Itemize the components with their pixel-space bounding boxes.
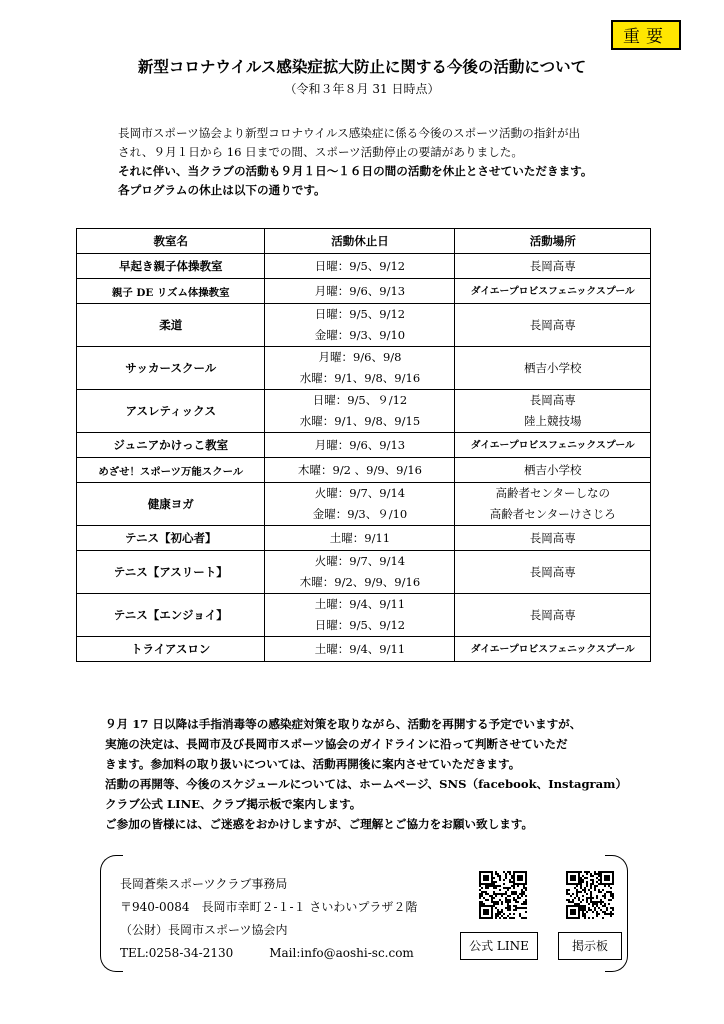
board-qr-code[interactable] xyxy=(566,871,614,919)
suspended-date: 土曜：9/11 xyxy=(329,530,391,545)
location: 長岡高専 xyxy=(529,258,576,273)
class-name-cell: テニス【エンジョイ】 xyxy=(77,594,265,637)
location: ダイエープロビスフェニックスプール xyxy=(470,643,635,655)
location-cell xyxy=(455,390,651,433)
suspended-dates-cell xyxy=(265,433,455,458)
qr-code-icon xyxy=(566,871,614,919)
location-cell xyxy=(455,526,651,551)
suspended-dates-cell xyxy=(265,551,455,594)
location-cell xyxy=(455,433,651,458)
table-body xyxy=(77,254,651,662)
line-qr-code[interactable] xyxy=(479,871,527,919)
notes-line: きます。参加料の取り扱いについては、活動再開後に案内させていただきます。 xyxy=(105,757,521,771)
notes-paragraph xyxy=(105,714,645,834)
class-name-cell: 健康ヨガ xyxy=(77,483,265,526)
suspended-date: 火曜：9/7、9/14 xyxy=(314,554,406,568)
schedule-table xyxy=(76,228,651,662)
class-name-cell: 早起き親子体操教室 xyxy=(77,254,265,279)
location: ダイエープロビスフェニックスプール xyxy=(470,439,635,451)
table-row xyxy=(77,594,651,637)
suspended-dates-cell xyxy=(265,390,455,433)
intro-line: それに伴い、当クラブの活動も９月１日～１６日の間の活動を休止とさせていただきます。 xyxy=(118,164,593,178)
page-subtitle: （令和３年８月 31 日時点） xyxy=(284,82,440,96)
location-cell xyxy=(455,347,651,390)
location: 長岡高専 xyxy=(529,564,576,579)
class-name-cell: サッカースクール xyxy=(77,347,265,390)
location: ダイエープロビスフェニックスプール xyxy=(470,285,635,297)
intro-line: され、９月１日から 16 日までの間、スポーツ活動停止の要請がありました。 xyxy=(118,145,523,159)
class-name-cell: 柔道 xyxy=(77,304,265,347)
class-name-cell: アスレティックス xyxy=(77,390,265,433)
table-row xyxy=(77,637,651,662)
page-title: 新型コロナウイルス感染症拡大防止に関する今後の活動について xyxy=(137,57,587,76)
table-row xyxy=(77,390,651,433)
suspended-date: 日曜：9/5、９/12 xyxy=(312,393,408,407)
suspended-dates-cell xyxy=(265,347,455,390)
location-cell xyxy=(455,254,651,279)
suspended-dates-cell xyxy=(265,526,455,551)
suspended-dates-cell xyxy=(265,458,455,483)
suspended-dates-cell xyxy=(265,637,455,662)
class-name-cell: テニス【初心者】 xyxy=(77,526,265,551)
location-cell xyxy=(455,551,651,594)
intro-line: 各プログラムの休止は以下の通りです。 xyxy=(118,183,326,197)
suspended-date: 木曜：9/2、9/9、9/16 xyxy=(299,575,421,589)
office-name: 長岡蒼柴スポーツクラブ事務局 xyxy=(120,877,288,891)
table-row xyxy=(77,551,651,594)
location: 陸上競技場 xyxy=(523,414,582,428)
suspended-dates-cell xyxy=(265,254,455,279)
location-cell xyxy=(455,594,651,637)
location: 栖吉小学校 xyxy=(523,360,582,375)
suspended-dates-cell xyxy=(265,304,455,347)
suspended-date: 金曜：9/3、9/10 xyxy=(314,328,406,342)
suspended-date: 日曜：9/5、9/12 xyxy=(314,618,406,632)
suspended-dates-cell xyxy=(265,594,455,637)
suspended-date: 水曜：9/1、9/8、9/15 xyxy=(299,414,421,428)
qr-code-icon xyxy=(479,871,527,919)
intro-paragraph xyxy=(118,124,638,200)
table-header-row xyxy=(77,229,651,254)
suspended-date: 金曜：9/3、９/10 xyxy=(312,507,408,521)
location-cell xyxy=(455,458,651,483)
table-row xyxy=(77,254,651,279)
header-location: 活動場所 xyxy=(455,229,651,254)
office-address: 〒940-0084 長岡市幸町２‐１‐１ さいわいプラザ２階 xyxy=(120,900,418,914)
location: 長岡高専 xyxy=(529,607,576,622)
location: 高齢者センターしなの xyxy=(495,486,610,500)
class-name-cell: トライアスロン xyxy=(77,637,265,662)
suspended-date: 日曜：9/5、9/12 xyxy=(314,307,406,321)
office-org: （公財）長岡市スポーツ協会内 xyxy=(120,923,288,937)
important-badge: 重要 xyxy=(611,20,681,50)
class-name-cell: テニス【アスリート】 xyxy=(77,551,265,594)
table-row xyxy=(77,433,651,458)
notes-line: クラブ公式 LINE、クラブ掲示板で案内します。 xyxy=(105,797,362,811)
suspended-date: 日曜：9/5、9/12 xyxy=(314,258,406,273)
table-row xyxy=(77,458,651,483)
location-cell xyxy=(455,279,651,304)
header-suspended-dates: 活動休止日 xyxy=(265,229,455,254)
table-row xyxy=(77,304,651,347)
class-name-cell: 親子 DE リズム体操教室 xyxy=(77,279,265,304)
location: 栖吉小学校 xyxy=(523,462,582,477)
location-cell xyxy=(455,483,651,526)
intro-line: 長岡市スポーツ協会より新型コロナウイルス感染症に係る今後のスポーツ活動の指針が出 xyxy=(118,126,581,140)
notes-line: 活動の再開等、今後のスケジュールについては、ホームページ、SNS（facebook、Instagram） xyxy=(105,777,628,791)
office-tel: TEL:0258-34-2130 xyxy=(120,946,234,960)
location: 長岡高専 xyxy=(529,530,576,545)
suspended-date: 火曜：9/7、9/14 xyxy=(314,486,406,500)
office-phone-mail xyxy=(120,942,417,965)
notes-line: 実施の決定は、長岡市及び長岡市スポーツ協会のガイドラインに沿って判断させていただ xyxy=(105,737,568,751)
class-name-cell: めざせ！スポーツ万能スクール xyxy=(77,458,265,483)
class-name-cell: ジュニアかけっこ教室 xyxy=(77,433,265,458)
notes-line: ご参加の皆様には、ご迷惑をおかけしますが、ご理解とご協力をお願い致します。 xyxy=(105,817,534,831)
suspended-dates-cell xyxy=(265,483,455,526)
table-row xyxy=(77,483,651,526)
suspended-date: 水曜：9/1、9/8、9/16 xyxy=(299,371,421,385)
table-row xyxy=(77,347,651,390)
suspended-dates-cell xyxy=(265,279,455,304)
notes-line: ９月 17 日以降は手指消毒等の感染症対策を取りながら、活動を再開する予定でいますが、 xyxy=(105,717,582,731)
suspended-date: 土曜：9/4、9/11 xyxy=(314,641,406,656)
location: 長岡高専 xyxy=(529,393,576,407)
line-official-label: 公式 LINE xyxy=(460,932,538,960)
header-class-name: 教室名 xyxy=(77,229,265,254)
location-cell xyxy=(455,304,651,347)
table-row xyxy=(77,279,651,304)
office-mail[interactable]: Mail:info@aoshi-sc.com xyxy=(269,946,414,960)
suspended-date: 月曜：9/6、9/13 xyxy=(314,283,406,298)
location-cell xyxy=(455,637,651,662)
suspended-date: 月曜：9/6、9/13 xyxy=(314,437,406,452)
location: 高齢者センターけさじろ xyxy=(489,507,616,521)
office-contact xyxy=(120,873,417,965)
location: 長岡高専 xyxy=(529,317,576,332)
table-row xyxy=(77,526,651,551)
suspended-date: 月曜：9/6、9/8 xyxy=(318,350,402,364)
suspended-date: 土曜：9/4、9/11 xyxy=(314,597,406,611)
suspended-date: 木曜：9/2 、9/9、9/16 xyxy=(297,462,422,477)
board-label: 掲示板 xyxy=(558,932,622,960)
